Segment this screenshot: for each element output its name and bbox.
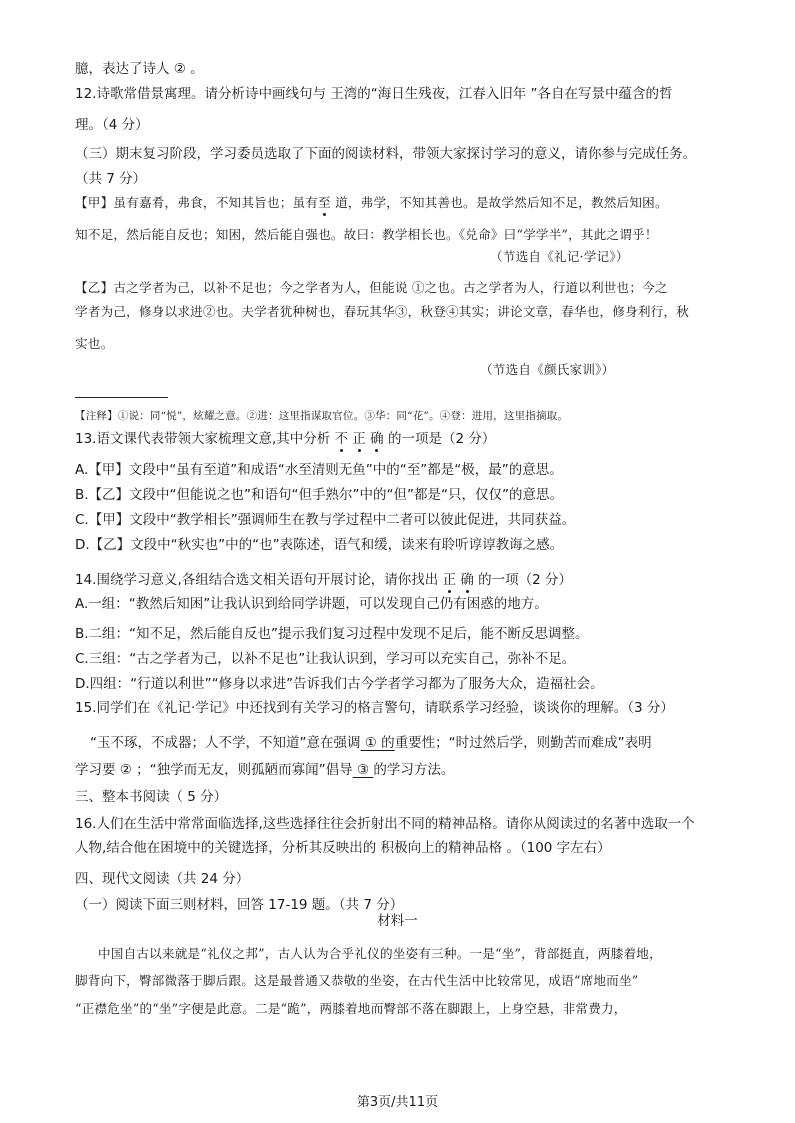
passage-jia-text-a: 【甲】虽有嘉肴，弗食，不知其旨也；虽有 xyxy=(75,195,319,210)
material-one-title: 材料一 xyxy=(377,913,418,929)
question-16-line2: 人物,结合他在困境中的关键选择，分析其反映出的 积极向上的精神品格 。（100 字左右） xyxy=(75,840,611,856)
passage-jia-line2: 知不足，然后能自反也；知困，然后能自强也。故曰：教学相长也。《兑命》曰“学学半”，其此之谓乎！ xyxy=(75,227,658,242)
question-12-line2: 理。（4 分） xyxy=(75,117,149,133)
page-footer: 第3页/共11页 xyxy=(356,1095,439,1110)
emphasis-char: 正 xyxy=(352,431,366,447)
part4-subtitle: （一）阅读下面三则材料，回答 17-19 题。（共 7 分） xyxy=(75,897,404,913)
question-15-text-a: “玉不琢，不成器；人不学，不知道”意在强调 xyxy=(90,735,361,751)
part3-title: 三、整本书阅读（ 5 分） xyxy=(75,789,228,805)
emphasis-char: 正 xyxy=(442,572,457,588)
notes-divider xyxy=(75,397,168,398)
question-13-option-a: A.【甲】文段中“虽有至道”和成语“水至清则无鱼”中的“至”都是“极，最”的意思。 xyxy=(75,462,563,478)
question-15-line1 xyxy=(90,734,652,752)
question-14-stem-b: 的一项（2 分） xyxy=(473,572,573,588)
question-14-stem xyxy=(75,571,572,589)
passage-jia-source: （节选自《礼记·学记》） xyxy=(490,249,629,264)
emphasis-char: 确 xyxy=(460,572,474,588)
section3-points: （共 7 分） xyxy=(75,171,147,187)
question-13-stem xyxy=(75,430,495,448)
section3-intro: （三）期末复习阶段，学习委员选取了下面的阅读材料，带领大家探讨学习的意义，请你参与完成任务。 xyxy=(75,146,696,162)
question-13-option-b: B.【乙】文段中“但能说之也”和语句“但手熟尔”中的“但”都是“只，仅仅”的意思。 xyxy=(75,487,564,503)
passage-yi-line1: 【乙】古之学者为己，以补不足也；今之学者为人，但能说 ①之也。古之学者为人，行道以利世也；今之 xyxy=(75,280,668,295)
passage-yi-source: （节选自《颜氏家训》） xyxy=(480,362,615,377)
part4-title: 四、现代文阅读（共 24 分） xyxy=(75,871,250,887)
question-15-text-b: 重要性；“时过然后学，则勤苦而难成”表明 xyxy=(394,735,652,751)
question-14-option-c: C.三组：“古之学者为己，以补不足也”让我认识到，学习可以充实自己，弥补不足。 xyxy=(75,651,576,667)
annotation-notes: 【注释】①说：同“悦”，炫耀之意。②进：这里指谋取官位。③华：同“花”。④登：进用，这里指摘取。 xyxy=(75,410,569,422)
material-line1: 中国自古以来就是“礼仪之邦”，古人认为合乎礼仪的坐姿有三种。一是“坐”，背部挺直，两膝着地， xyxy=(98,946,662,961)
passage-jia-line1 xyxy=(75,194,668,212)
question-14-option-b: B.二组：“知不足，然后能自反也”提示我们复习过程中发现不足后，能不断反思调整。 xyxy=(75,626,589,642)
question-13-option-d: D.【乙】文段中“秋实也”中的“也”表陈述，语气和缓，读来有聆听谆谆教诲之感。 xyxy=(75,537,564,553)
question-13-stem-a: 13.语文课代表带领大家梳理文意,其中分析 xyxy=(75,431,335,447)
passage-yi-line2: 学者为己，修身以求进②也。夫学者犹种树也，春玩其华③，秋登④其实；讲论文章，春华也，修身利行，秋 xyxy=(75,304,690,319)
prev-question-tail: 臆，表达了诗人 ② 。 xyxy=(75,61,204,77)
emphasis-char: 至 xyxy=(318,195,331,210)
question-14-stem-a: 14.围绕学习意义,各组结合选文相关语句开展讨论，请你找出 xyxy=(75,572,443,588)
blank-1: ① 的 xyxy=(360,735,395,751)
question-15-stem: 15.同学们在《礼记·学记》中还找到有关学习的格言警句，请联系学习经验，谈谈你的理解。（3 分） xyxy=(75,700,674,716)
question-12-line1: 12.诗歌常借景寓理。请分析诗中画线句与 王湾的“海日生残夜，江春入旧年 ”各自在写景中蕴含的哲 xyxy=(75,86,673,102)
material-line3: “正襟危坐”的“坐”字便是此意。二是“跪”，两膝着地而臀部不落在脚跟上，上身空悬，非常费力， xyxy=(75,1001,627,1016)
blank-3: ③ xyxy=(352,762,374,778)
emphasis-char: 确 xyxy=(370,431,384,447)
question-16-line1: 16.人们在生活中常常面临选择,这些选择往往会折射出不同的精神品格。请你从阅读过的名著中选取一个 xyxy=(75,816,695,832)
question-14-option-a: A.一组：“教然后知困”让我认识到给同学讲题，可以发现自己仍有困惑的地方。 xyxy=(75,596,548,612)
question-15-text-c: 学习要 ② ；“独学而无友，则孤陋而寡闻”倡导 xyxy=(75,762,353,778)
question-15-line2 xyxy=(75,761,454,779)
question-14-option-d: D.四组：“行道以利世”“修身以求进”告诉我们古今学者学习都为了服务大众，造福社会。 xyxy=(75,676,604,692)
passage-yi-line3: 实也。 xyxy=(75,336,114,351)
passage-jia-text-b: 道，弗学，不知其善也。是故学然后知不足，教然后知困。 xyxy=(330,195,668,210)
emphasis-char: 不 xyxy=(334,431,349,447)
material-line2: 脚背向下，臀部微落于脚后跟。这是最普通又恭敬的坐姿，在古代生活中比较常见，成语“席地而坐” xyxy=(75,973,639,988)
question-15-text-d: 的学习方法。 xyxy=(373,762,455,778)
question-13-stem-b: 的一项是（2 分） xyxy=(383,431,496,447)
question-13-option-c: C.【甲】文段中“教学相长”强调师生在教与学过程中二者可以彼此促进，共同获益。 xyxy=(75,512,576,528)
